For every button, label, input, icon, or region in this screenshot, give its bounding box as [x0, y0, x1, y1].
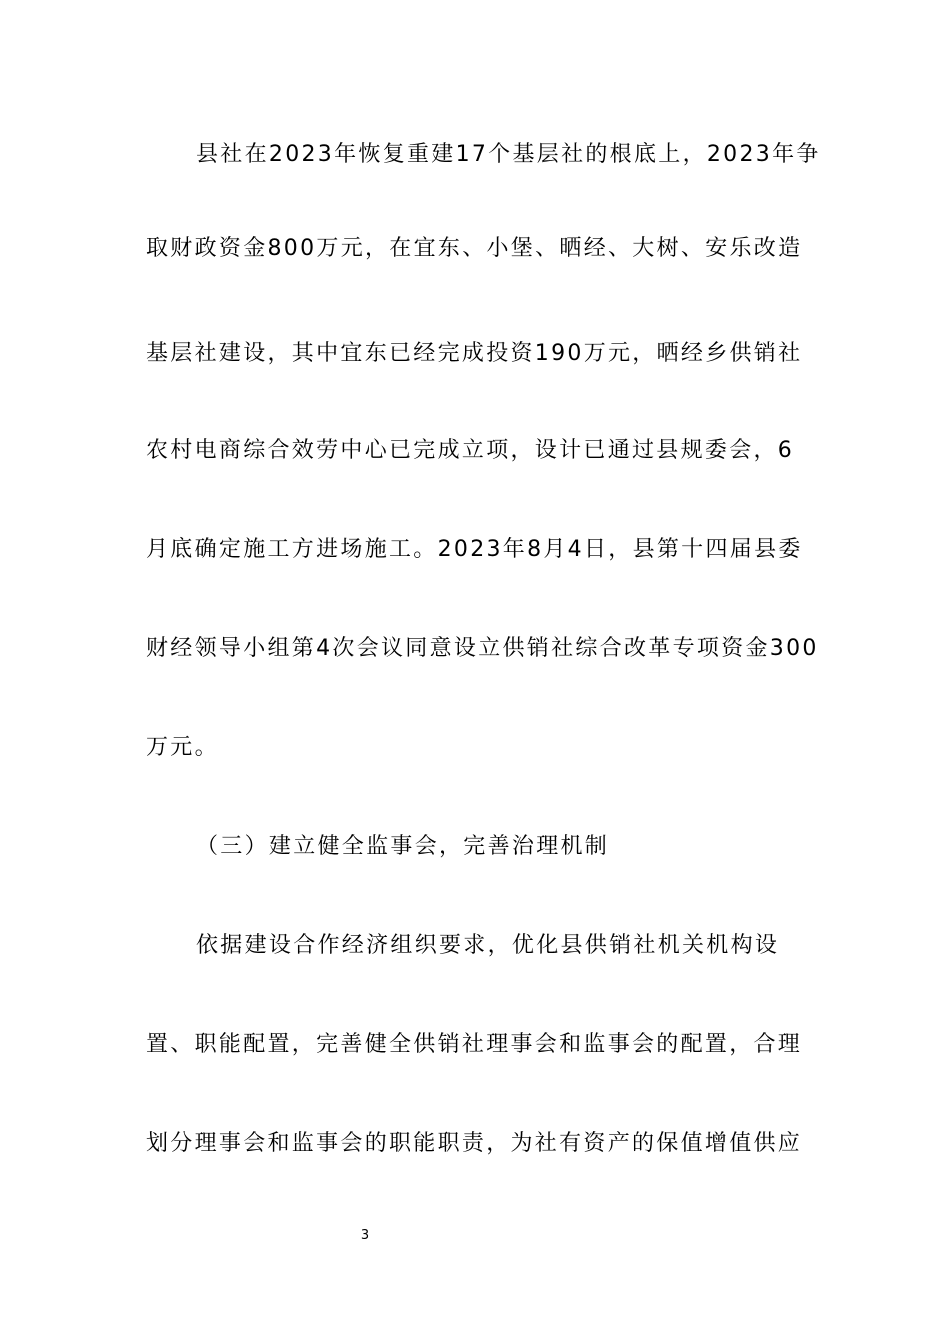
paragraph-2-line-2: 置、职能配置，完善健全供销社理事会和监事会的配置，合理	[146, 1032, 803, 1057]
paragraph-2-line-1: 依据建设合作经济组织要求，优化县供销社机关机构设	[196, 933, 780, 958]
paragraph-1-line-1: 县社在2023年恢复重建17个基层社的根底上，2023年争	[196, 142, 821, 167]
paragraph-1-line-2: 取财政资金800万元，在宜东、小堡、晒经、大树、安乐改造	[146, 236, 803, 261]
page-number: 3	[360, 1228, 370, 1243]
paragraph-1-line-3: 基层社建设，其中宜东已经完成投资190万元，晒经乡供销社	[146, 341, 803, 366]
section-heading: （三）建立健全监事会，完善治理机制	[196, 834, 610, 859]
paragraph-1-line-4: 农村电商综合效劳中心已完成立项，设计已通过县规委会，6	[146, 438, 795, 463]
paragraph-2-line-3: 划分理事会和监事会的职能职责，为社有资产的保值增值供应	[146, 1131, 803, 1156]
paragraph-1-line-5: 月底确定施工方进场施工。2023年8月4日，县第十四届县委	[146, 537, 803, 562]
paragraph-1-line-6: 财经领导小组第4次会议同意设立供销社综合改革专项资金300	[146, 636, 819, 661]
paragraph-1-line-7: 万元。	[146, 735, 219, 760]
